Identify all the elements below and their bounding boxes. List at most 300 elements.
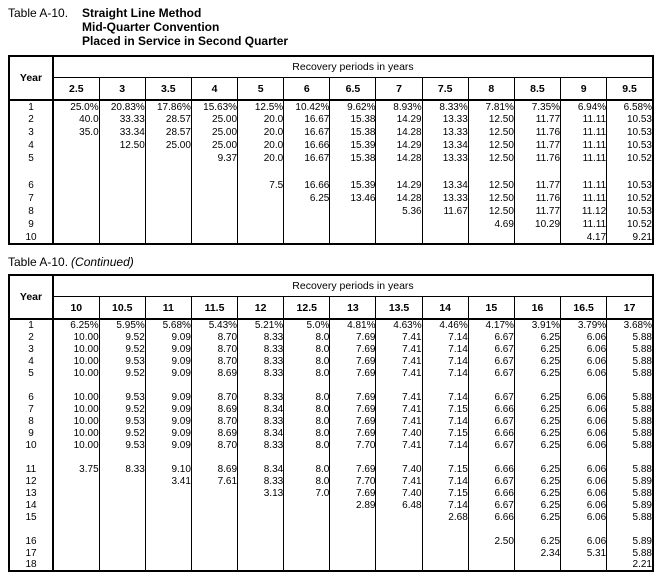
rate-cell: 12.5%: [238, 100, 284, 113]
rate-cell: 15.39: [330, 179, 376, 192]
rate-cell: 28.57: [145, 113, 191, 126]
rate-cell: [376, 218, 422, 231]
rate-cell: 16.66: [284, 179, 330, 192]
rate-cell: 12.50: [468, 192, 514, 205]
rate-cell: 6.06: [561, 439, 607, 451]
rate-cell: 8.0: [284, 475, 330, 487]
rate-cell: 7.14: [422, 391, 468, 403]
rate-cell: 16.67: [284, 152, 330, 165]
rate-cell: 12.50: [468, 179, 514, 192]
rate-cell: 9.10: [145, 463, 191, 475]
rate-cell: [99, 152, 145, 165]
rate-cell: 6.25: [514, 463, 560, 475]
rate-cell: 6.06: [561, 355, 607, 367]
rate-cell: [99, 205, 145, 218]
rate-cell: 5.88: [607, 487, 653, 499]
spacer-cell: [238, 379, 284, 391]
rate-cell: 6.25: [514, 415, 560, 427]
rate-cell: 6.06: [561, 535, 607, 547]
rate-cell: 7.41: [376, 403, 422, 415]
rate-cell: 7.69: [330, 415, 376, 427]
rate-cell: 7.40: [376, 487, 422, 499]
rate-cell: 6.25: [514, 391, 560, 403]
rate-cell: 6.25: [514, 427, 560, 439]
rate-cell: 7.41: [376, 415, 422, 427]
spacer-cell: [376, 451, 422, 463]
rate-cell: [238, 218, 284, 231]
rate-cell: 8.0: [284, 463, 330, 475]
rate-cell: 6.06: [561, 403, 607, 415]
rate-cell: 7.15: [422, 463, 468, 475]
table-row-year-5: [9, 152, 653, 165]
period-col-header-11: 11: [145, 297, 191, 320]
period-col-header-6: 6: [284, 78, 330, 101]
rate-cell: 13.33: [422, 126, 468, 139]
rate-cell: 6.67: [468, 343, 514, 355]
rate-cell: [145, 179, 191, 192]
spacer-cell: [99, 379, 145, 391]
rate-cell: 7.41: [376, 439, 422, 451]
spacer-cell: [561, 165, 607, 179]
period-col-header-9.5: 9.5: [607, 78, 653, 101]
rate-cell: 6.67: [468, 475, 514, 487]
rate-cell: 7.41: [376, 475, 422, 487]
year-cell: 15: [9, 511, 53, 523]
rate-cell: 13.33: [422, 192, 468, 205]
rate-cell: 11.11: [561, 218, 607, 231]
spacer-cell: [191, 523, 237, 535]
rate-cell: [99, 218, 145, 231]
header-row-periods: [9, 78, 653, 101]
rate-cell: 14.28: [376, 192, 422, 205]
rate-cell: 6.25: [514, 403, 560, 415]
rate-cell: 8.69: [191, 427, 237, 439]
rate-cell: 25.00: [191, 126, 237, 139]
rate-cell: [145, 218, 191, 231]
rate-cell: [191, 192, 237, 205]
rate-cell: 13.46: [330, 192, 376, 205]
rate-cell: 25.0%: [53, 100, 99, 113]
rate-cell: 11.76: [514, 152, 560, 165]
spacer-cell: [53, 523, 99, 535]
rate-cell: 10.00: [53, 355, 99, 367]
rate-cell: [191, 179, 237, 192]
year-cell: 3: [9, 343, 53, 355]
rate-cell: 11.77: [514, 113, 560, 126]
rate-cell: [330, 547, 376, 559]
rate-cell: [191, 559, 237, 571]
year-cell: 5: [9, 152, 53, 165]
rate-cell: 11.77: [514, 139, 560, 152]
period-col-header-3: 3: [99, 78, 145, 101]
rate-cell: 7.14: [422, 343, 468, 355]
rate-cell: 6.06: [561, 475, 607, 487]
header-row-group: [9, 275, 653, 297]
rate-cell: 10.53: [607, 126, 653, 139]
rate-cell: 8.0: [284, 391, 330, 403]
period-col-header-14: 14: [422, 297, 468, 320]
year-cell: 4: [9, 355, 53, 367]
rate-cell: 6.67: [468, 439, 514, 451]
period-col-header-7.5: 7.5: [422, 78, 468, 101]
table-row-year-9: [9, 218, 653, 231]
rate-cell: [284, 535, 330, 547]
rate-cell: 8.0: [284, 355, 330, 367]
rate-cell: 10.00: [53, 367, 99, 379]
rate-cell: 9.53: [99, 415, 145, 427]
period-col-header-6.5: 6.5: [330, 78, 376, 101]
year-cell: 9: [9, 218, 53, 231]
rate-cell: 5.88: [607, 547, 653, 559]
table-row-year-3: [9, 343, 653, 355]
spacer-row: [9, 523, 653, 535]
spacer-cell: [422, 523, 468, 535]
rate-cell: [238, 511, 284, 523]
rate-cell: 3.68%: [607, 319, 653, 331]
rate-cell: 9.53: [99, 439, 145, 451]
rate-cell: [145, 511, 191, 523]
spacer-cell: [191, 165, 237, 179]
period-col-header-7: 7: [376, 78, 422, 101]
rate-cell: [99, 179, 145, 192]
rate-cell: [468, 559, 514, 571]
year-cell: 6: [9, 391, 53, 403]
rate-cell: 6.66: [468, 487, 514, 499]
table-row-year-10: [9, 231, 653, 244]
rate-cell: 8.93%: [376, 100, 422, 113]
rate-cell: [514, 559, 560, 571]
rate-cell: [145, 535, 191, 547]
spacer-cell: [422, 165, 468, 179]
rate-cell: 9.09: [145, 391, 191, 403]
rate-cell: 14.28: [376, 126, 422, 139]
period-col-header-12: 12: [238, 297, 284, 320]
rate-cell: 8.0: [284, 331, 330, 343]
rate-cell: 5.88: [607, 415, 653, 427]
rate-cell: 10.29: [514, 218, 560, 231]
spacer-cell: [561, 451, 607, 463]
table-row-year-6: [9, 179, 653, 192]
period-col-header-13.5: 13.5: [376, 297, 422, 320]
rate-cell: 16.66: [284, 139, 330, 152]
rate-cell: 7.69: [330, 403, 376, 415]
year-cell: 7: [9, 403, 53, 415]
year-cell: 1: [9, 100, 53, 113]
rate-cell: [330, 231, 376, 244]
rate-cell: [53, 487, 99, 499]
rate-cell: 10.53: [607, 179, 653, 192]
rate-cell: 7.69: [330, 427, 376, 439]
rate-cell: [376, 535, 422, 547]
rate-cell: 16.67: [284, 113, 330, 126]
rate-cell: [99, 535, 145, 547]
rate-cell: [145, 192, 191, 205]
spacer-cell: [468, 379, 514, 391]
rate-cell: 13.34: [422, 139, 468, 152]
spacer-cell: [330, 523, 376, 535]
year-cell: 5: [9, 367, 53, 379]
rate-cell: [53, 179, 99, 192]
year-cell: 14: [9, 499, 53, 511]
rate-cell: 6.06: [561, 463, 607, 475]
table1-title: [8, 6, 655, 48]
table-row-year-10: [9, 439, 653, 451]
rate-cell: 16.67: [284, 126, 330, 139]
rate-cell: 5.88: [607, 391, 653, 403]
rate-cell: [422, 547, 468, 559]
rate-cell: 6.66: [468, 427, 514, 439]
rate-cell: 5.68%: [145, 319, 191, 331]
rate-cell: 6.48: [376, 499, 422, 511]
year-cell: 12: [9, 475, 53, 487]
rate-cell: 5.88: [607, 439, 653, 451]
rate-cell: [145, 547, 191, 559]
rate-cell: 7.69: [330, 367, 376, 379]
rate-cell: 20.0: [238, 126, 284, 139]
rate-cell: 10.53: [607, 205, 653, 218]
spacer-cell: [514, 379, 560, 391]
rate-cell: 3.75: [53, 463, 99, 475]
rate-cell: [330, 218, 376, 231]
spacer-cell: [607, 451, 653, 463]
rate-cell: 5.88: [607, 367, 653, 379]
rate-cell: 33.34: [99, 126, 145, 139]
spacer-cell: [607, 523, 653, 535]
rate-cell: 8.0: [284, 427, 330, 439]
rate-cell: 17.86%: [145, 100, 191, 113]
table-row-year-2: [9, 113, 653, 126]
rate-cell: 20.0: [238, 152, 284, 165]
rate-cell: 2.50: [468, 535, 514, 547]
rate-cell: 5.88: [607, 331, 653, 343]
rate-cell: 14.29: [376, 113, 422, 126]
rate-cell: [330, 559, 376, 571]
table2-title-continued: (Continued): [71, 255, 134, 269]
rate-cell: [238, 205, 284, 218]
rate-cell: [99, 487, 145, 499]
rate-cell: 20.83%: [99, 100, 145, 113]
rate-cell: 7.70: [330, 439, 376, 451]
spacer-cell: [9, 379, 53, 391]
rate-cell: 6.67: [468, 391, 514, 403]
rate-cell: [422, 218, 468, 231]
rate-cell: [53, 152, 99, 165]
rate-cell: 6.06: [561, 499, 607, 511]
rate-cell: [468, 231, 514, 244]
rate-cell: 10.52: [607, 218, 653, 231]
spacer-row: [9, 379, 653, 391]
period-col-header-16.5: 16.5: [561, 297, 607, 320]
rate-cell: 7.70: [330, 475, 376, 487]
rate-cell: 20.0: [238, 139, 284, 152]
rate-cell: 9.52: [99, 403, 145, 415]
rate-cell: 8.69: [191, 367, 237, 379]
rate-cell: 8.33: [99, 463, 145, 475]
table1-title-line-2: Mid-Quarter Convention: [82, 20, 220, 34]
rate-cell: [191, 218, 237, 231]
period-col-header-8: 8: [468, 78, 514, 101]
spacer-cell: [330, 379, 376, 391]
period-col-header-4: 4: [191, 78, 237, 101]
rate-cell: 7.15: [422, 403, 468, 415]
spacer-cell: [514, 165, 560, 179]
table2-title-prefix: Table A-10.: [8, 255, 69, 269]
rate-cell: 6.06: [561, 343, 607, 355]
rate-cell: 35.0: [53, 126, 99, 139]
table2-title: [8, 255, 655, 269]
spacer-cell: [607, 165, 653, 179]
rate-cell: [376, 511, 422, 523]
rate-cell: 8.34: [238, 463, 284, 475]
rate-cell: [238, 231, 284, 244]
rate-cell: 9.53: [99, 391, 145, 403]
rate-cell: 25.00: [145, 139, 191, 152]
table-row-year-4: [9, 139, 653, 152]
rate-cell: 11.11: [561, 139, 607, 152]
rate-cell: 6.58%: [607, 100, 653, 113]
rate-cell: 9.53: [99, 355, 145, 367]
table-row-year-2: [9, 331, 653, 343]
rate-cell: 6.94%: [561, 100, 607, 113]
rate-cell: 8.0: [284, 403, 330, 415]
rate-cell: 7.14: [422, 439, 468, 451]
rate-cell: 4.17: [561, 231, 607, 244]
rate-cell: 8.34: [238, 427, 284, 439]
rate-cell: 3.91%: [514, 319, 560, 331]
period-col-header-12.5: 12.5: [284, 297, 330, 320]
rate-cell: [376, 559, 422, 571]
rate-cell: 12.50: [468, 139, 514, 152]
spacer-row: [9, 165, 653, 179]
period-col-header-2.5: 2.5: [53, 78, 99, 101]
rate-cell: 28.57: [145, 126, 191, 139]
table-row-year-16: [9, 535, 653, 547]
spacer-cell: [284, 451, 330, 463]
rate-cell: [99, 547, 145, 559]
rate-cell: 11.77: [514, 205, 560, 218]
rate-cell: 8.0: [284, 439, 330, 451]
rate-cell: [53, 205, 99, 218]
year-cell: 7: [9, 192, 53, 205]
spacer-cell: [422, 379, 468, 391]
rate-cell: 9.09: [145, 343, 191, 355]
rate-cell: 8.70: [191, 415, 237, 427]
spacer-cell: [514, 451, 560, 463]
spacer-cell: [191, 379, 237, 391]
rate-cell: 9.09: [145, 355, 191, 367]
rate-cell: 11.11: [561, 152, 607, 165]
table-row-year-8: [9, 205, 653, 218]
rate-cell: [99, 511, 145, 523]
rate-cell: 8.0: [284, 343, 330, 355]
rate-cell: [53, 547, 99, 559]
rate-cell: [284, 511, 330, 523]
rate-cell: 9.52: [99, 367, 145, 379]
rate-cell: [514, 231, 560, 244]
rate-cell: 8.70: [191, 355, 237, 367]
spacer-cell: [53, 379, 99, 391]
spacer-cell: [376, 379, 422, 391]
rate-cell: 10.00: [53, 415, 99, 427]
rate-cell: 10.53: [607, 139, 653, 152]
rate-cell: 8.33%: [422, 100, 468, 113]
rate-cell: 7.61: [191, 475, 237, 487]
spacer-cell: [376, 165, 422, 179]
period-col-header-8.5: 8.5: [514, 78, 560, 101]
spacer-cell: [238, 451, 284, 463]
year-cell: 8: [9, 205, 53, 218]
period-col-header-3.5: 3.5: [145, 78, 191, 101]
recovery-periods-header: Recovery periods in years: [53, 56, 653, 78]
rate-cell: [330, 535, 376, 547]
rate-cell: 5.89: [607, 475, 653, 487]
rate-cell: 11.76: [514, 192, 560, 205]
rate-cell: [422, 535, 468, 547]
rate-cell: 6.25: [514, 487, 560, 499]
rate-cell: 6.25: [514, 535, 560, 547]
rate-cell: [145, 205, 191, 218]
rate-cell: 8.33: [238, 439, 284, 451]
year-cell: 17: [9, 547, 53, 559]
rate-cell: 6.67: [468, 331, 514, 343]
rate-cell: [145, 152, 191, 165]
rate-cell: [561, 559, 607, 571]
year-cell: 4: [9, 139, 53, 152]
rate-cell: 12.50: [468, 205, 514, 218]
spacer-cell: [9, 165, 53, 179]
rate-cell: [422, 231, 468, 244]
year-cell: 3: [9, 126, 53, 139]
rate-cell: 6.25: [514, 439, 560, 451]
rate-cell: [145, 231, 191, 244]
spacer-cell: [514, 523, 560, 535]
rate-cell: [191, 535, 237, 547]
rate-cell: 8.70: [191, 391, 237, 403]
spacer-cell: [145, 523, 191, 535]
rate-cell: [191, 487, 237, 499]
rate-cell: [238, 192, 284, 205]
rate-cell: 3.79%: [561, 319, 607, 331]
rate-cell: 6.25: [514, 511, 560, 523]
spacer-cell: [238, 165, 284, 179]
rate-cell: 15.39: [330, 139, 376, 152]
rate-cell: [191, 547, 237, 559]
spacer-cell: [468, 523, 514, 535]
rate-cell: 9.52: [99, 331, 145, 343]
header-row-group: [9, 56, 653, 78]
rate-cell: [53, 499, 99, 511]
rate-cell: 9.21: [607, 231, 653, 244]
spacer-cell: [145, 165, 191, 179]
spacer-cell: [607, 379, 653, 391]
rate-cell: 10.00: [53, 343, 99, 355]
table-row-year-8: [9, 415, 653, 427]
year-cell: 13: [9, 487, 53, 499]
rate-cell: 7.35%: [514, 100, 560, 113]
recovery-periods-header: Recovery periods in years: [53, 275, 653, 297]
rate-cell: 7.69: [330, 331, 376, 343]
rate-cell: 13.34: [422, 179, 468, 192]
table-row-year-1: [9, 100, 653, 113]
table-row-year-1: [9, 319, 653, 331]
spacer-cell: [376, 523, 422, 535]
rate-cell: 7.5: [238, 179, 284, 192]
spacer-row: [9, 451, 653, 463]
rate-cell: 7.15: [422, 427, 468, 439]
rate-cell: 10.52: [607, 152, 653, 165]
rate-cell: [145, 559, 191, 571]
rate-cell: [99, 499, 145, 511]
